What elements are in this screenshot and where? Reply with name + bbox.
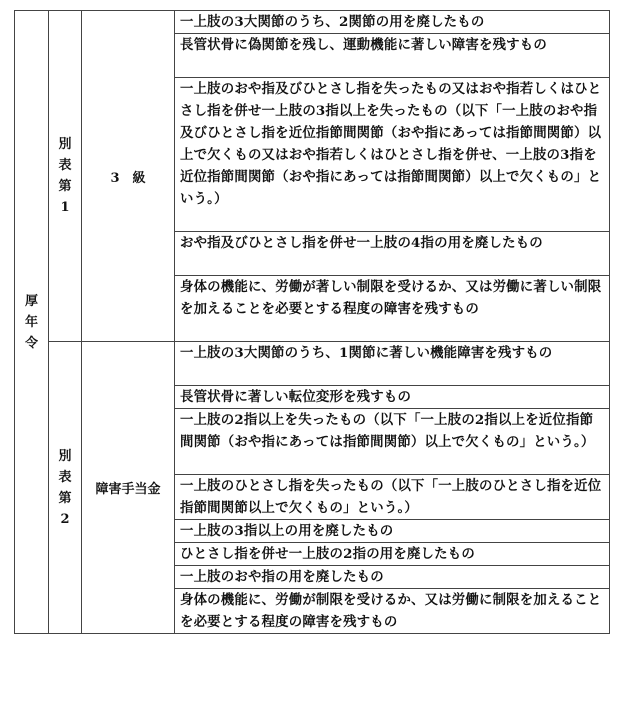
label-char: 令 [24,335,38,351]
table2-row-6: ひとさし指を併せ一上肢の2指の用を廃したもの [175,543,610,566]
label-char: 別 [58,137,72,152]
table1-label-text [49,134,81,218]
label-char: 厚 [24,293,38,309]
table2-row-2: 長管状骨に著しい転位変形を残すもの [175,386,610,409]
allowance-grade-label: 障害手当金 [82,342,175,634]
table2-row-1: 一上肢の3大関節のうち、1関節に著しい機能障害を残すもの [175,342,610,386]
label-char: 表 [58,158,72,173]
table2-row-4: 一上肢のひとさし指を失ったもの（以下「一上肢のひとさし指を近位指節間関節以上で欠くもの」という。） [175,475,610,520]
table2-row-3: 一上肢の2指以上を失ったもの（以下「一上肢の2指以上を近位指節間関節（おや指にあっては指節間関節）以上で欠くもの」という。） [175,409,610,475]
label-char: 2 [60,511,70,527]
disability-grade-table [14,10,610,634]
table2-row-5: 一上肢の3指以上の用を廃したもの [175,520,610,543]
label-char: 1 [60,200,70,215]
grade-3-label: 3 級 [82,11,175,342]
label-char: 第 [58,179,72,194]
table1-row-3: 一上肢のおや指及びひとさし指を失ったもの又はおや指若しくはひとさし指を併せ一上肢の3指以上を失ったもの（以下「一上肢のおや指及びひとさし指を近位指節間関節（おや指にあっては指節間関節）以上で欠くもの又はおや指若しくはひとさし指を併せ、一上肢の3指を近位指節間関節（おや指にあっては指節間関節）以上で欠くもの」という。） [175,78,610,232]
table2-label [49,342,82,634]
law-label-text [15,291,48,354]
table1-row-1: 一上肢の3大関節のうち、2関節の用を廃したもの [175,11,610,34]
table1-row-4: おや指及びひとさし指を併せ一上肢の4指の用を廃したもの [175,232,610,276]
table2-row-8: 身体の機能に、労働が制限を受けるか、又は労働に制限を加えることを必要とする程度の障害を残すもの [175,589,610,634]
table1-row-2: 長管状骨に偽関節を残し、運動機能に著しい障害を残すもの [175,34,610,78]
table2-row-7: 一上肢のおや指の用を廃したもの [175,566,610,589]
law-label [15,11,49,634]
label-char: 第 [58,490,72,506]
label-char: 別 [58,448,72,464]
table2-label-text [49,446,81,530]
label-char: 表 [58,469,72,485]
table1-label [49,11,82,342]
table1-row-5: 身体の機能に、労働が著しい制限を受けるか、又は労働に著しい制限を加えることを必要とする程度の障害を残すもの [175,276,610,342]
label-char: 年 [24,314,38,330]
